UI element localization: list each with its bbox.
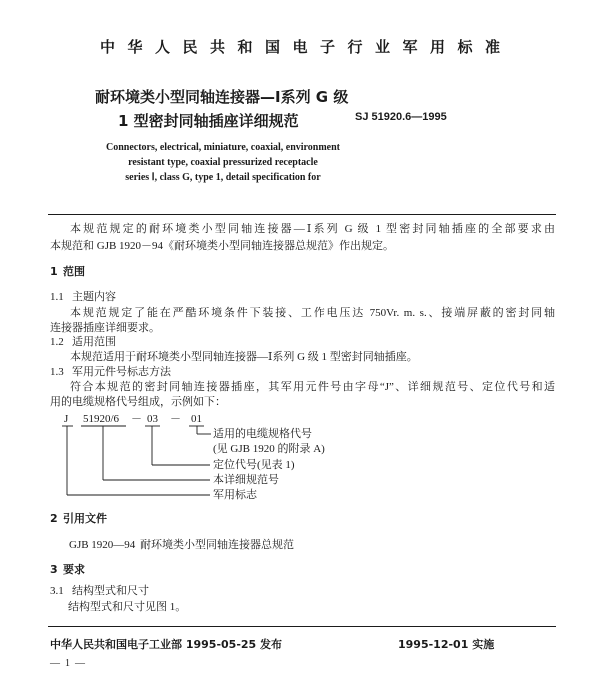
title-line-1: 耐环境类小型同轴连接器—Ⅰ系列 G 级 <box>95 88 349 106</box>
subsection-title: 适用范围 <box>72 336 116 348</box>
section-number: 1 <box>50 265 58 278</box>
part-spec-number: 51920/6 <box>83 413 120 425</box>
effective-date: 1995-12-01 实施 <box>398 638 495 651</box>
title-line-2: 1 型密封同轴插座详细规范 <box>118 112 299 130</box>
section-title: 引用文件 <box>63 512 107 525</box>
part-separator: － <box>131 413 142 425</box>
label-cable-code-note: (见 GJB 1920 的附录 A) <box>213 443 325 455</box>
label-military-mark: 军用标志 <box>213 489 257 501</box>
section-title: 要求 <box>63 563 85 576</box>
section-number: 3 <box>50 563 58 576</box>
subsection-number: 3.1 <box>50 585 64 597</box>
label-spec-number: 本详细规范号 <box>213 474 279 486</box>
english-title-line-2: resistant type, coaxial pressurized receptacle <box>128 157 318 168</box>
paragraph-1-2-line-1: 本规范适用于耐环境类小型同轴连接器—Ⅰ系列 G 级 1 型密封同轴插座。 <box>70 351 418 363</box>
subsection-number: 1.1 <box>50 291 64 303</box>
section-title: 范围 <box>63 265 85 278</box>
label-cable-code: 适用的电缆规格代号 <box>213 428 312 440</box>
subsection-number: 1.3 <box>50 366 64 378</box>
english-title-line-1: Connectors, electrical, miniature, coaxial, environment <box>105 142 341 153</box>
paragraph-1-3-line-2: 用的电缆规格代号组成，示例如下： <box>50 396 226 408</box>
part-separator: － <box>170 413 181 425</box>
section-number: 2 <box>50 512 58 525</box>
subsection-title: 主题内容 <box>72 291 116 303</box>
agency-header: 中华人民共和国电子行业军用标准 <box>100 38 513 56</box>
paragraph-1-3-line-1: 符合本规范的密封同轴连接器插座，其军用元件号由字母“J”、详细规范号、定位代号和适 <box>70 381 555 393</box>
subsection-title: 军用元件号标志方法 <box>72 366 171 378</box>
intro-line-2: 本规范和 GJB 1920－94《耐环境类小型同轴连接器总规范》作出规定。 <box>50 240 395 252</box>
part-cable-code: 01 <box>191 413 202 425</box>
reference-code: GJB 1920—94 <box>69 539 136 551</box>
paragraph-1-1-line-2: 连接器插座详细要求。 <box>50 322 160 334</box>
issuer-and-date: 中华人民共和国电子工业部 1995-05-25 发布 <box>50 638 283 651</box>
part-military-mark: J <box>64 413 69 425</box>
paragraph-3-1-line-1: 结构型式和尺寸见图 1。 <box>68 601 187 613</box>
top-divider <box>48 214 556 215</box>
subsection-number: 1.2 <box>50 336 64 348</box>
reference-title: 耐环境类小型同轴连接器总规范 <box>140 539 294 551</box>
english-title-line-3: series Ⅰ, class G, type 1, detail specification for <box>125 172 321 183</box>
label-position-code: 定位代号(见表 1) <box>213 459 295 471</box>
part-position-code: 03 <box>147 413 158 425</box>
intro-line-1: 本规范规定的耐环境类小型同轴连接器—Ⅰ系列 G 级 1 型密封同轴插座的全部要求由 <box>70 223 555 235</box>
bottom-divider <box>48 626 556 627</box>
standard-code: SJ 51920.6—1995 <box>355 111 447 123</box>
paragraph-1-1-line-1: 本规范规定了能在严酷环境条件下装接、工作电压达 750Vr. m. s.、接端屏蔽的密封同轴 <box>70 307 555 319</box>
subsection-title: 结构型式和尺寸 <box>72 585 149 597</box>
page-number: — 1 — <box>50 658 85 669</box>
